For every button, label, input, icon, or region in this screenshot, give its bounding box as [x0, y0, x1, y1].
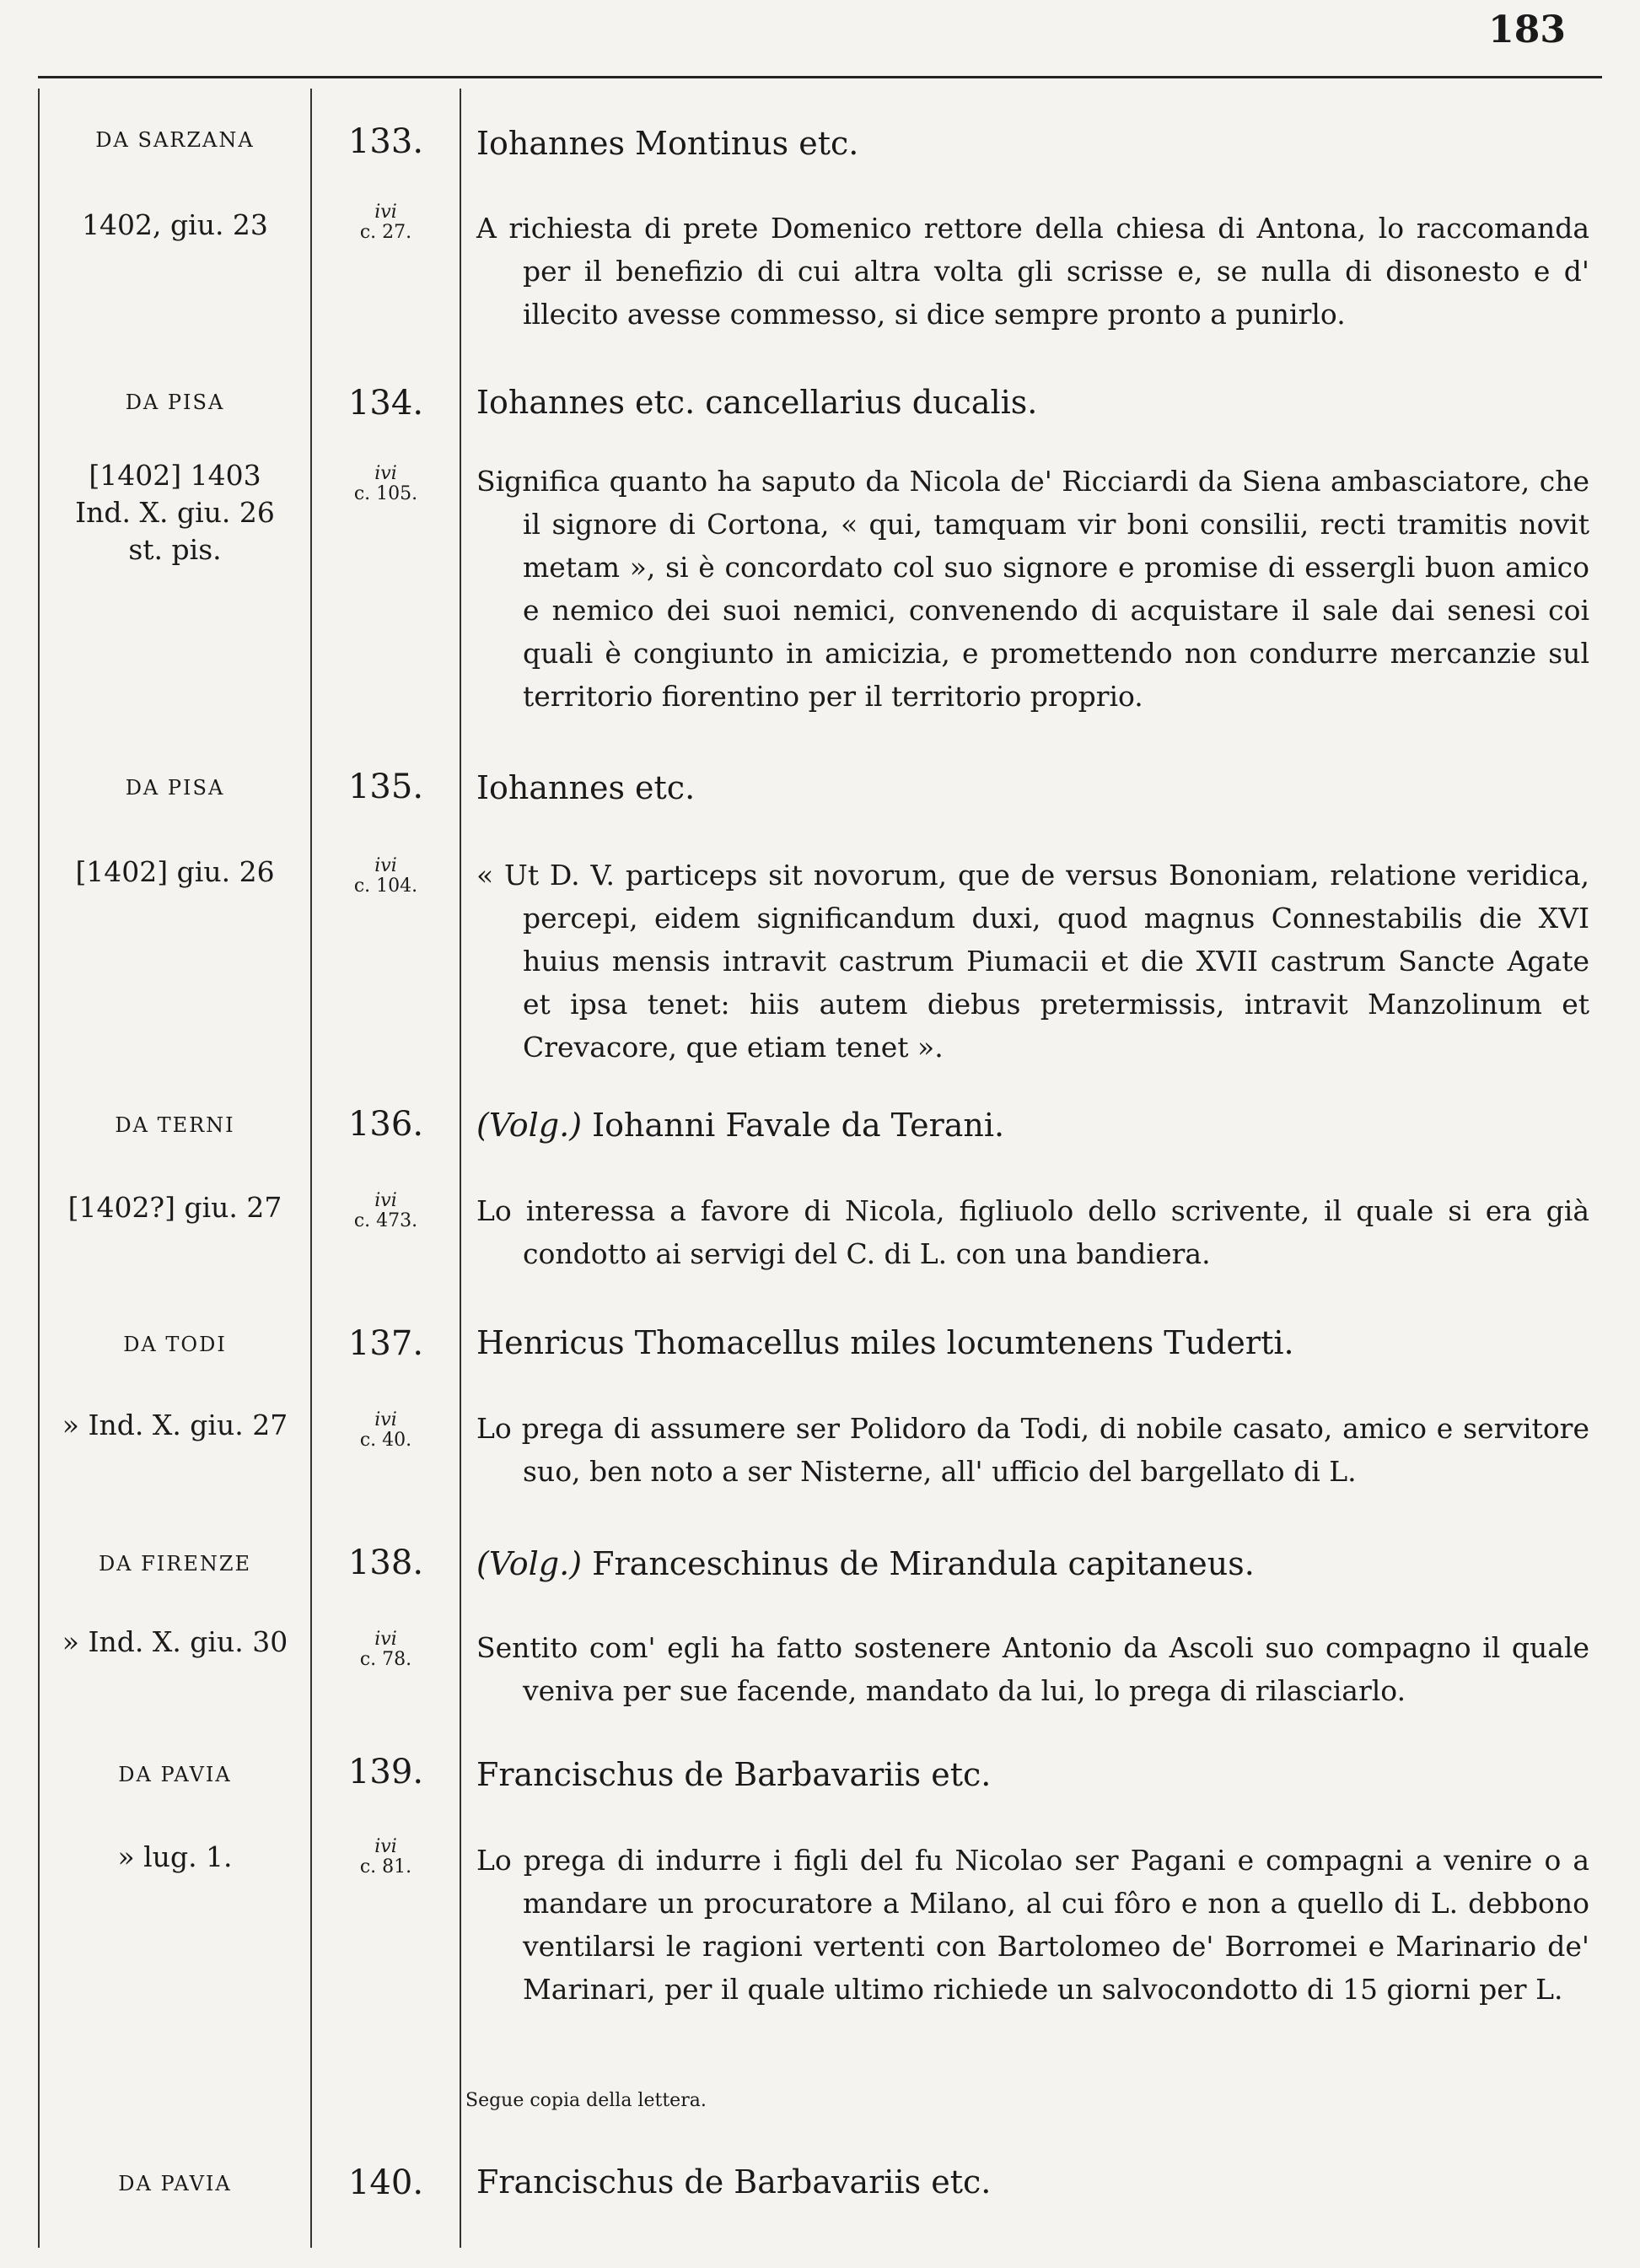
title-text: Franceschinus de Mirandula capitaneus.	[592, 1545, 1255, 1582]
entry-place: DA FIRENZE	[98, 1552, 252, 1576]
entry-date	[42, 1407, 308, 1444]
ref-carta: c. 473.	[353, 1210, 418, 1231]
entry-ref	[312, 856, 460, 897]
entry-date	[42, 207, 308, 244]
entry-date	[42, 854, 308, 891]
entry-date	[42, 1839, 308, 1876]
entry-title: Francischus de Barbavariis etc.	[476, 1756, 992, 1793]
entry-place: DA TODI	[123, 1333, 227, 1356]
ref-ivi: ivi	[374, 1629, 397, 1650]
ref-ivi: ivi	[374, 855, 397, 876]
column-rule-left	[38, 89, 40, 2248]
ref-ivi: ivi	[374, 463, 397, 484]
date-line: 1402, giu. 23	[82, 208, 268, 241]
entry-ref	[312, 1410, 460, 1451]
entry-number: 133.	[347, 122, 424, 161]
title-prefix: (Volg.)	[476, 1545, 583, 1582]
date-line: [1402] 1403	[89, 459, 261, 492]
entry-title: Iohannes Montinus etc.	[476, 125, 859, 162]
entry-number: 137.	[347, 1324, 424, 1363]
entry-title: Henricus Thomacellus miles locumtenens Tuderti.	[476, 1324, 1294, 1361]
entry-ref	[312, 464, 460, 504]
entry-place: DA PISA	[125, 776, 225, 800]
entry-number: 136.	[347, 1105, 424, 1144]
ref-carta: c. 104.	[353, 875, 418, 897]
ref-carta: c. 81.	[359, 1856, 412, 1877]
entry-place: DA SARZANA	[95, 128, 255, 152]
entry-note: Segue copia della lettera.	[465, 2090, 707, 2111]
date-line: [1402] giu. 26	[75, 855, 275, 888]
entry-ref	[312, 1191, 460, 1231]
ref-ivi: ivi	[374, 1190, 397, 1211]
entry-ref	[312, 1630, 460, 1670]
entry-place: DA PISA	[125, 391, 225, 414]
entry-number: 138.	[347, 1543, 424, 1582]
entry-place: DA TERNI	[115, 1113, 235, 1137]
title-prefix: (Volg.)	[476, 1107, 583, 1144]
entry-title: Francischus de Barbavariis etc.	[476, 2163, 992, 2201]
entry-number: 135.	[347, 768, 424, 806]
ref-carta: c. 78.	[359, 1649, 412, 1670]
date-line: » Ind. X. giu. 30	[62, 1625, 288, 1658]
entry-summary: « Ut D. V. particeps sit novorum, que de versus Bononiam, relatione veridica, percepi, eidem significandum duxi, quod magnus Connestabilis die XVI huius mensis intravit castrum Piumacii et die XVII castrum Sancte Agate et ipsa tenet: hiis autem diebus pretermissis, intravit Manzolinum et Crevacore, que etiam tenet ».	[476, 859, 1589, 1064]
ref-carta: c. 27.	[359, 222, 412, 243]
entry-title: Iohannes etc.	[476, 769, 696, 806]
page-number: 183	[1488, 8, 1566, 51]
entry-date	[42, 457, 308, 568]
entry-number: 140.	[347, 2163, 424, 2202]
entry-ref	[312, 202, 460, 243]
entry-summary: Sentito com' egli ha fatto sostenere Antonio da Ascoli suo compagno il quale veniva per sue facende, mandato da lui, lo prega di rilasciarlo.	[476, 1631, 1589, 1707]
entry-summary: Lo interessa a favore di Nicola, figliuolo dello scrivente, il quale si era già condotto ai servigi del C. di L. con una bandiera.	[476, 1194, 1589, 1270]
date-line: [1402?] giu. 27	[67, 1191, 282, 1224]
entry-title	[476, 1107, 1589, 1144]
entry-summary: A richiesta di prete Domenico rettore della chiesa di Antona, lo raccomanda per il benefizio di cui altra volta gli scrisse e, se nulla di disonesto e d' illecito avesse commesso, si dice sempre pronto a punirlo.	[476, 212, 1589, 331]
entry-summary: Lo prega di indurre i figli del fu Nicolao ser Pagani e compagni a venire o a mandare un procuratore a Milano, al cui fôro e non a quello di L. debbono ventilarsi le ragioni vertenti con Bartolomeo de' Borromei e Marinario de' Marinari, per il quale ultimo richiede un salvocondotto di 15 giorni per L.	[476, 1844, 1589, 2006]
top-rule	[38, 76, 1602, 78]
date-line: st. pis.	[128, 533, 222, 566]
ref-ivi: ivi	[374, 1836, 397, 1857]
date-line: » Ind. X. giu. 27	[62, 1409, 288, 1441]
entry-title	[476, 1545, 1589, 1582]
entry-date	[42, 1624, 308, 1661]
entry-summary: Significa quanto ha saputo da Nicola de' Ricciardi da Siena ambasciatore, che il signore di Cortona, « qui, tamquam vir boni consilii, recti tramitis novit metam », si è concordato col suo signore e promise di essergli buon amico e nemico dei suoi nemici, convenendo di acquistare il sale dai senesi coi quali è congiunto in amicizia, e promettendo non condurre mercanzie sul territorio fiorentino per il territorio proprio.	[476, 465, 1589, 713]
entry-title: Iohannes etc. cancellarius ducalis.	[476, 384, 1038, 421]
ref-carta: c. 105.	[353, 483, 418, 504]
ref-carta: c. 40.	[359, 1430, 412, 1451]
entry-summary: Lo prega di assumere ser Polidoro da Todi, di nobile casato, amico e servitore suo, ben noto a ser Nisterne, all' ufficio del bargellato di L.	[476, 1412, 1589, 1488]
title-text: Iohanni Favale da Terani.	[592, 1107, 1005, 1144]
entry-place: DA PAVIA	[118, 2172, 232, 2195]
entry-place: DA PAVIA	[118, 1763, 232, 1786]
entry-number: 139.	[347, 1753, 424, 1791]
date-line: » lug. 1.	[117, 1840, 233, 1873]
entry-number: 134.	[347, 384, 424, 423]
entry-date	[42, 1189, 308, 1226]
ref-ivi: ivi	[374, 1409, 397, 1430]
entry-ref	[312, 1837, 460, 1877]
ref-ivi: ivi	[374, 202, 397, 223]
date-line: Ind. X. giu. 26	[75, 496, 275, 529]
column-rule-right	[460, 89, 461, 2248]
